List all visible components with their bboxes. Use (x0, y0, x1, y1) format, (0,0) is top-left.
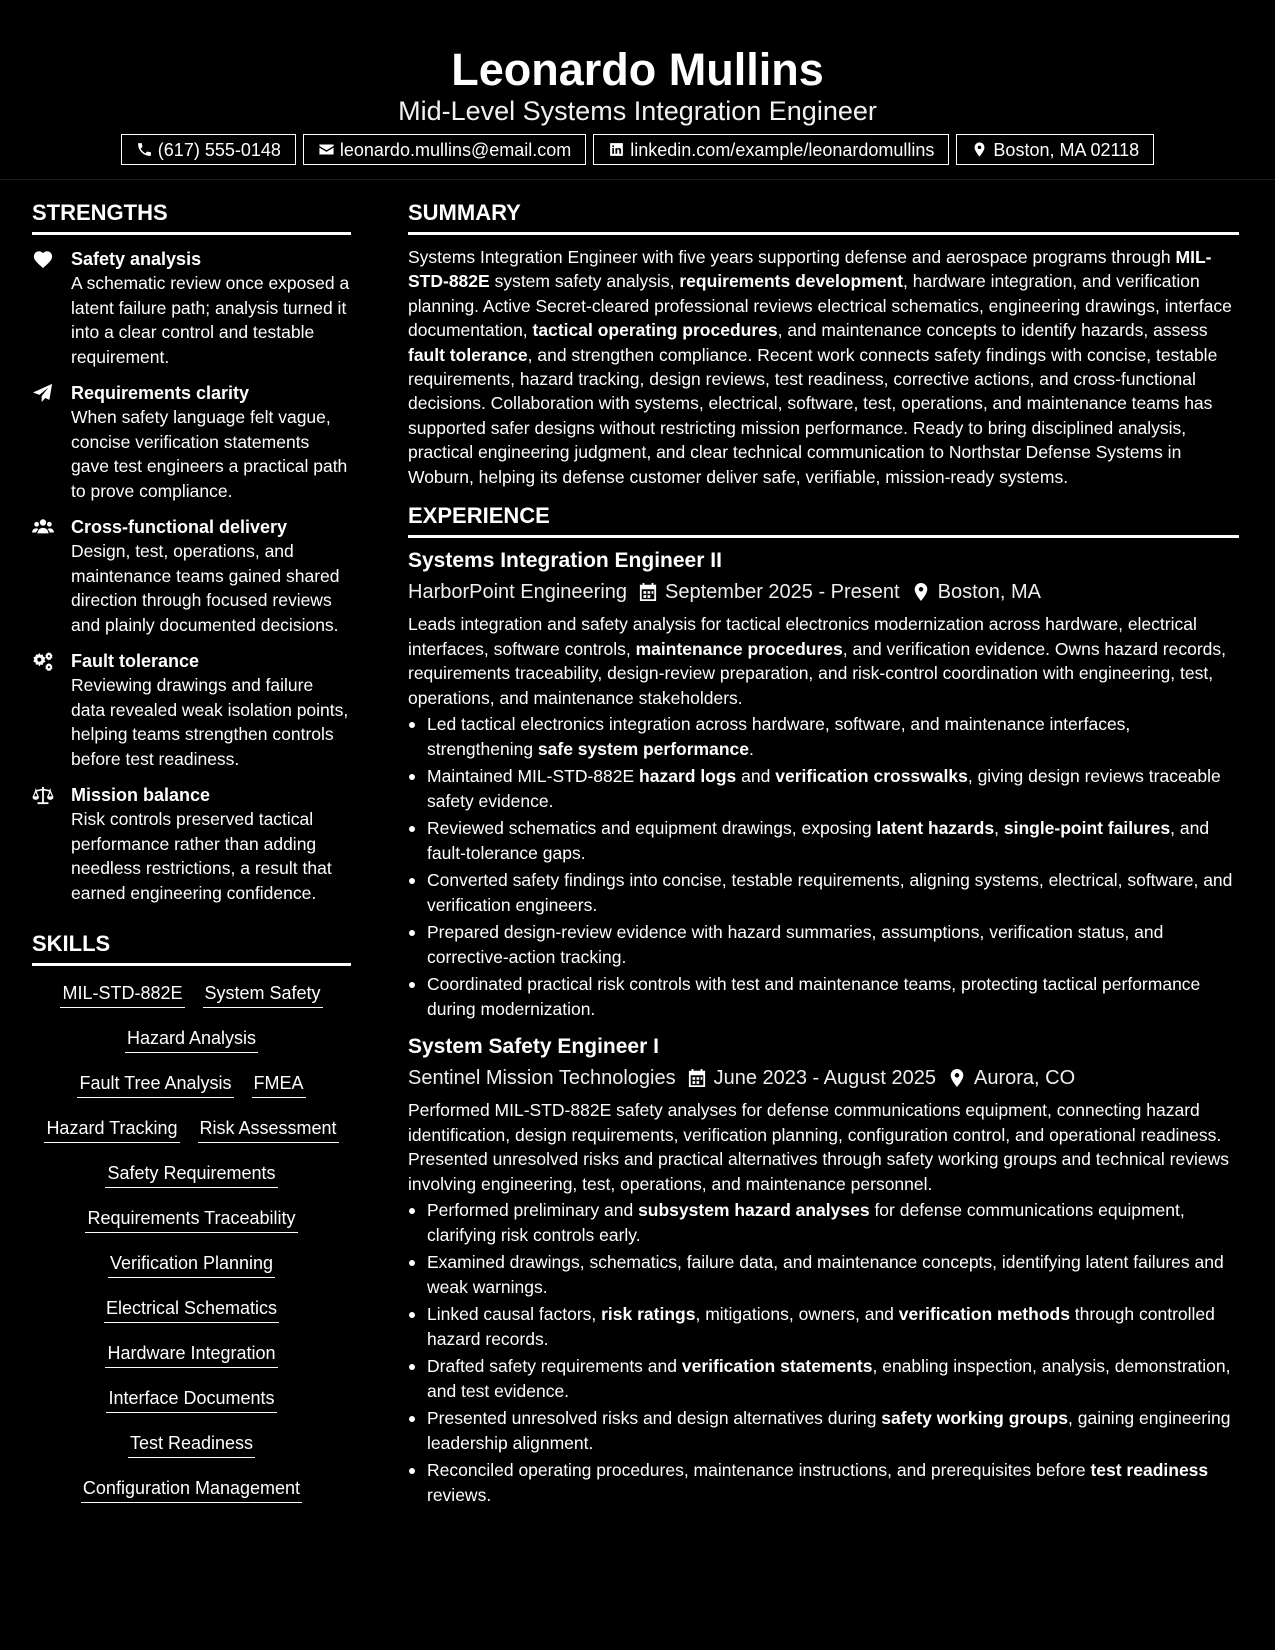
body-text: Leads integration and safety analysis for tactical electronics modernization across hardware, electrical interfaces, software controls, (408, 614, 1197, 659)
body-text: , hardware integration, and verification planning. Active Secret-cleared professional reviews electrical schematics, engineering drawings, interface documentation, (408, 271, 1232, 341)
skills-heading: SKILLS (32, 931, 351, 966)
job-meta (408, 1063, 1239, 1093)
bullet-item (408, 712, 1239, 761)
contact-phone[interactable] (121, 134, 296, 165)
job-location: Boston, MA (937, 581, 1042, 604)
body-text: , and maintenance concepts to identify hazards, assess (777, 320, 1208, 341)
skill-tag: Electrical Schematics (104, 1297, 279, 1323)
skill-row (32, 1027, 351, 1072)
strength-title: Cross-functional delivery (71, 517, 288, 537)
body-text: Prepared design-review evidence with hazard summaries, assumptions, verification status, and corrective-action tracking. (427, 922, 1164, 967)
bullet-item (408, 816, 1239, 865)
body-text: Coordinated practical risk controls with test and maintenance teams, protecting tactical performance during modernization. (427, 974, 1201, 1019)
emphasis-text: maintenance procedures (635, 638, 843, 659)
job-meta (408, 577, 1239, 607)
body-text: Converted safety findings into concise, testable requirements, aligning systems, electrical, software, and verification engineers. (427, 870, 1233, 915)
bullet-item (408, 764, 1239, 813)
strength-item (32, 783, 351, 905)
skill-tag: Safety Requirements (105, 1162, 277, 1188)
resume-header (0, 0, 1275, 180)
skill-tag: Interface Documents (106, 1387, 276, 1413)
skill-tag: Test Readiness (128, 1432, 255, 1458)
strength-item (32, 381, 351, 503)
company-name: Sentinel Mission Technologies (408, 1067, 676, 1090)
skill-row (32, 982, 351, 1027)
job-dates: June 2023 - August 2025 (713, 1067, 936, 1090)
body-text: , gaining engineering leadership alignment. (427, 1408, 1231, 1453)
body-text: , giving design reviews traceable safety evidence. (427, 766, 1221, 811)
body-text: Performed MIL-STD-882E safety analyses for defense communications equipment, connecting hazard identification, design requirements, verification planning, configuration control, and operational readiness. Presented unresolved risks and practical alternatives through safety working groups and technical reviews involving engineering, test, operations, and maintenance personnel. (408, 1100, 1229, 1194)
heart-icon (32, 249, 54, 269)
body-text: system safety analysis, (489, 271, 680, 292)
emphasis-text: test readiness (1090, 1460, 1209, 1481)
skill-tag: FMEA (252, 1072, 306, 1098)
emphasis-text: tactical operating procedures (532, 320, 778, 341)
email-text: leonardo.mullins@email.com (339, 139, 572, 160)
scale-balance-icon (32, 785, 54, 805)
body-text: Presented unresolved risks and design alternatives during (427, 1408, 882, 1429)
skill-tag: Fault Tree Analysis (77, 1072, 233, 1098)
strength-description: When safety language felt vague, concise verification statements gave test engineers a practical path to prove compliance. (71, 407, 348, 501)
strength-description: A schematic review once exposed a latent failure path; analysis turned it into a clear control and testable requirement. (71, 273, 350, 367)
emphasis-text: single-point failures (1003, 818, 1171, 839)
location-text: Boston, MA 02118 (993, 139, 1140, 160)
skill-tag: Requirements Traceability (85, 1207, 297, 1233)
emphasis-text: verification crosswalks (775, 766, 968, 787)
emphasis-text: subsystem hazard analyses (638, 1200, 870, 1221)
paper-plane-icon (32, 383, 54, 403)
skill-row (32, 1072, 351, 1117)
contact-location (956, 134, 1154, 165)
users-icon (32, 517, 54, 537)
emphasis-text: latent hazards (876, 818, 995, 839)
body-text: Reviewed schematics and equipment drawings, exposing (427, 818, 877, 839)
emphasis-text: hazard logs (639, 766, 737, 787)
candidate-title: Mid-Level Systems Integration Engineer (398, 96, 877, 126)
skill-tag: Hazard Analysis (125, 1027, 258, 1053)
strength-description: Risk controls preserved tactical performance rather than adding needless restrictions, a result that earned engineering confidence. (71, 809, 332, 903)
skill-row (32, 1477, 351, 1522)
contact-linkedin[interactable] (593, 134, 949, 165)
candidate-name: Leonardo Mullins (451, 44, 824, 95)
left-column (32, 200, 351, 1522)
strength-item (32, 649, 351, 771)
bullet-item (408, 1302, 1239, 1351)
skill-row (32, 1252, 351, 1297)
emphasis-text: MIL-STD-882E (408, 247, 1212, 292)
body-text: , (994, 818, 1004, 839)
envelope-icon (318, 141, 335, 158)
emphasis-text: requirements development (679, 271, 904, 292)
bullet-item (408, 1250, 1239, 1299)
gears-icon (32, 651, 54, 671)
map-pin-icon (948, 1068, 966, 1088)
body-text: , and strengthen compliance. Recent work connects safety findings with concise, testable requirements, hazard tracking, design reviews, test readiness, corrective actions, and cross-functional decisions. Collaboration with systems, electrical, software, test, operations, and maintenance teams has supported safer designs without restricting mission performance. Ready to bring disciplined analysis, practical engineering judgment, and clear technical communication to Northstar Defense Systems in Woburn, helping its defense customer deliver safe, verifiable, mission-ready systems. (408, 344, 1218, 487)
skill-row (32, 1432, 351, 1477)
body-text: , enabling inspection, analysis, demonstration, and test evidence. (427, 1356, 1231, 1401)
skill-tag: Hazard Tracking (44, 1117, 179, 1143)
summary-text (408, 245, 1239, 489)
job-bullets (408, 712, 1239, 1021)
skill-row (32, 1387, 351, 1432)
job-dates: September 2025 - Present (665, 581, 900, 604)
job-entry (408, 1033, 1239, 1507)
body-text: Linked causal factors, (427, 1304, 602, 1325)
skill-row (32, 1117, 351, 1162)
linkedin-text: linkedin.com/example/leonardomullins (630, 139, 935, 160)
experience-heading: EXPERIENCE (408, 503, 1239, 538)
strength-title: Mission balance (71, 785, 211, 805)
body-text: Drafted safety requirements and (427, 1356, 682, 1377)
body-text: Performed preliminary and (427, 1200, 639, 1221)
phone-text: (617) 555-0148 (157, 139, 281, 160)
job-bullets (408, 1198, 1239, 1507)
contact-email[interactable] (303, 134, 586, 165)
skill-tag: Hardware Integration (105, 1342, 277, 1368)
emphasis-text: safe system performance (537, 738, 749, 759)
calendar-icon (688, 1068, 706, 1088)
skill-row (32, 1342, 351, 1387)
skill-tag: MIL-STD-882E (60, 982, 184, 1008)
emphasis-text: safety working groups (881, 1408, 1068, 1429)
skill-row (32, 1207, 351, 1252)
body-text: Systems Integration Engineer with five years supporting defense and aerospace programs through (408, 247, 1176, 267)
bullet-item (408, 1458, 1239, 1507)
body-text: . (749, 738, 754, 759)
strength-title: Fault tolerance (71, 651, 200, 671)
strength-item (32, 247, 351, 369)
map-pin-icon (912, 582, 930, 602)
body-text: Reconciled operating procedures, maintenance instructions, and prerequisites before (427, 1460, 1091, 1481)
job-summary (408, 1098, 1239, 1196)
skill-tag: System Safety (203, 982, 323, 1008)
job-entry (408, 547, 1239, 1021)
body-text: , mitigations, owners, and (695, 1304, 899, 1325)
emphasis-text: fault tolerance (408, 344, 528, 365)
bullet-item (408, 1198, 1239, 1247)
right-column (408, 200, 1239, 1510)
job-title: System Safety Engineer I (408, 1035, 659, 1059)
linkedin-icon (608, 141, 625, 158)
strength-item (32, 515, 351, 637)
strength-title: Safety analysis (71, 249, 202, 269)
body-text: Maintained MIL-STD-882E (427, 766, 640, 787)
strengths-heading: STRENGTHS (32, 200, 351, 235)
body-text: Examined drawings, schematics, failure data, and maintenance concepts, identifying latent failures and weak warnings. (427, 1252, 1224, 1297)
bullet-item (408, 1406, 1239, 1455)
body-text: , and verification evidence. Owns hazard records, requirements traceability, design-review preparation, and risk-control coordination with engineering, test, operations, and maintenance stakeholders. (408, 638, 1227, 708)
job-location: Aurora, CO (973, 1067, 1076, 1090)
body-text: and (736, 766, 776, 787)
body-text: through controlled hazard records. (427, 1304, 1215, 1349)
strength-description: Design, test, operations, and maintenance teams gained shared direction through focused reviews and plainly documented decisions. (71, 541, 340, 635)
body-text: for defense communications equipment, clarifying risk controls early. (427, 1200, 1185, 1245)
company-name: HarborPoint Engineering (408, 581, 628, 604)
skill-tag: Configuration Management (81, 1477, 302, 1503)
emphasis-text: verification statements (681, 1356, 873, 1377)
body-text: , and fault-tolerance gaps. (427, 818, 1210, 863)
skill-tag: Risk Assessment (198, 1117, 339, 1143)
job-summary (408, 612, 1239, 710)
phone-icon (136, 141, 153, 158)
emphasis-text: verification methods (898, 1304, 1070, 1325)
bullet-item (408, 1354, 1239, 1403)
emphasis-text: risk ratings (601, 1304, 696, 1325)
calendar-icon (639, 582, 657, 602)
summary-heading: SUMMARY (408, 200, 1239, 235)
skill-tag: Verification Planning (108, 1252, 275, 1278)
bullet-item (408, 972, 1239, 1021)
skills-list (32, 982, 351, 1522)
bullet-item (408, 920, 1239, 969)
map-pin-icon (971, 141, 988, 158)
body-text: Led tactical electronics integration across hardware, software, and maintenance interfaces, strengthening (427, 714, 1131, 759)
strength-description: Reviewing drawings and failure data revealed weak isolation points, helping teams strengthen controls before test readiness. (71, 675, 349, 769)
job-title: Systems Integration Engineer II (408, 549, 722, 573)
bullet-item (408, 868, 1239, 917)
body-text: reviews. (427, 1484, 492, 1505)
contact-bar (0, 134, 1275, 165)
skill-row (32, 1297, 351, 1342)
skill-row (32, 1162, 351, 1207)
strength-title: Requirements clarity (71, 383, 250, 403)
